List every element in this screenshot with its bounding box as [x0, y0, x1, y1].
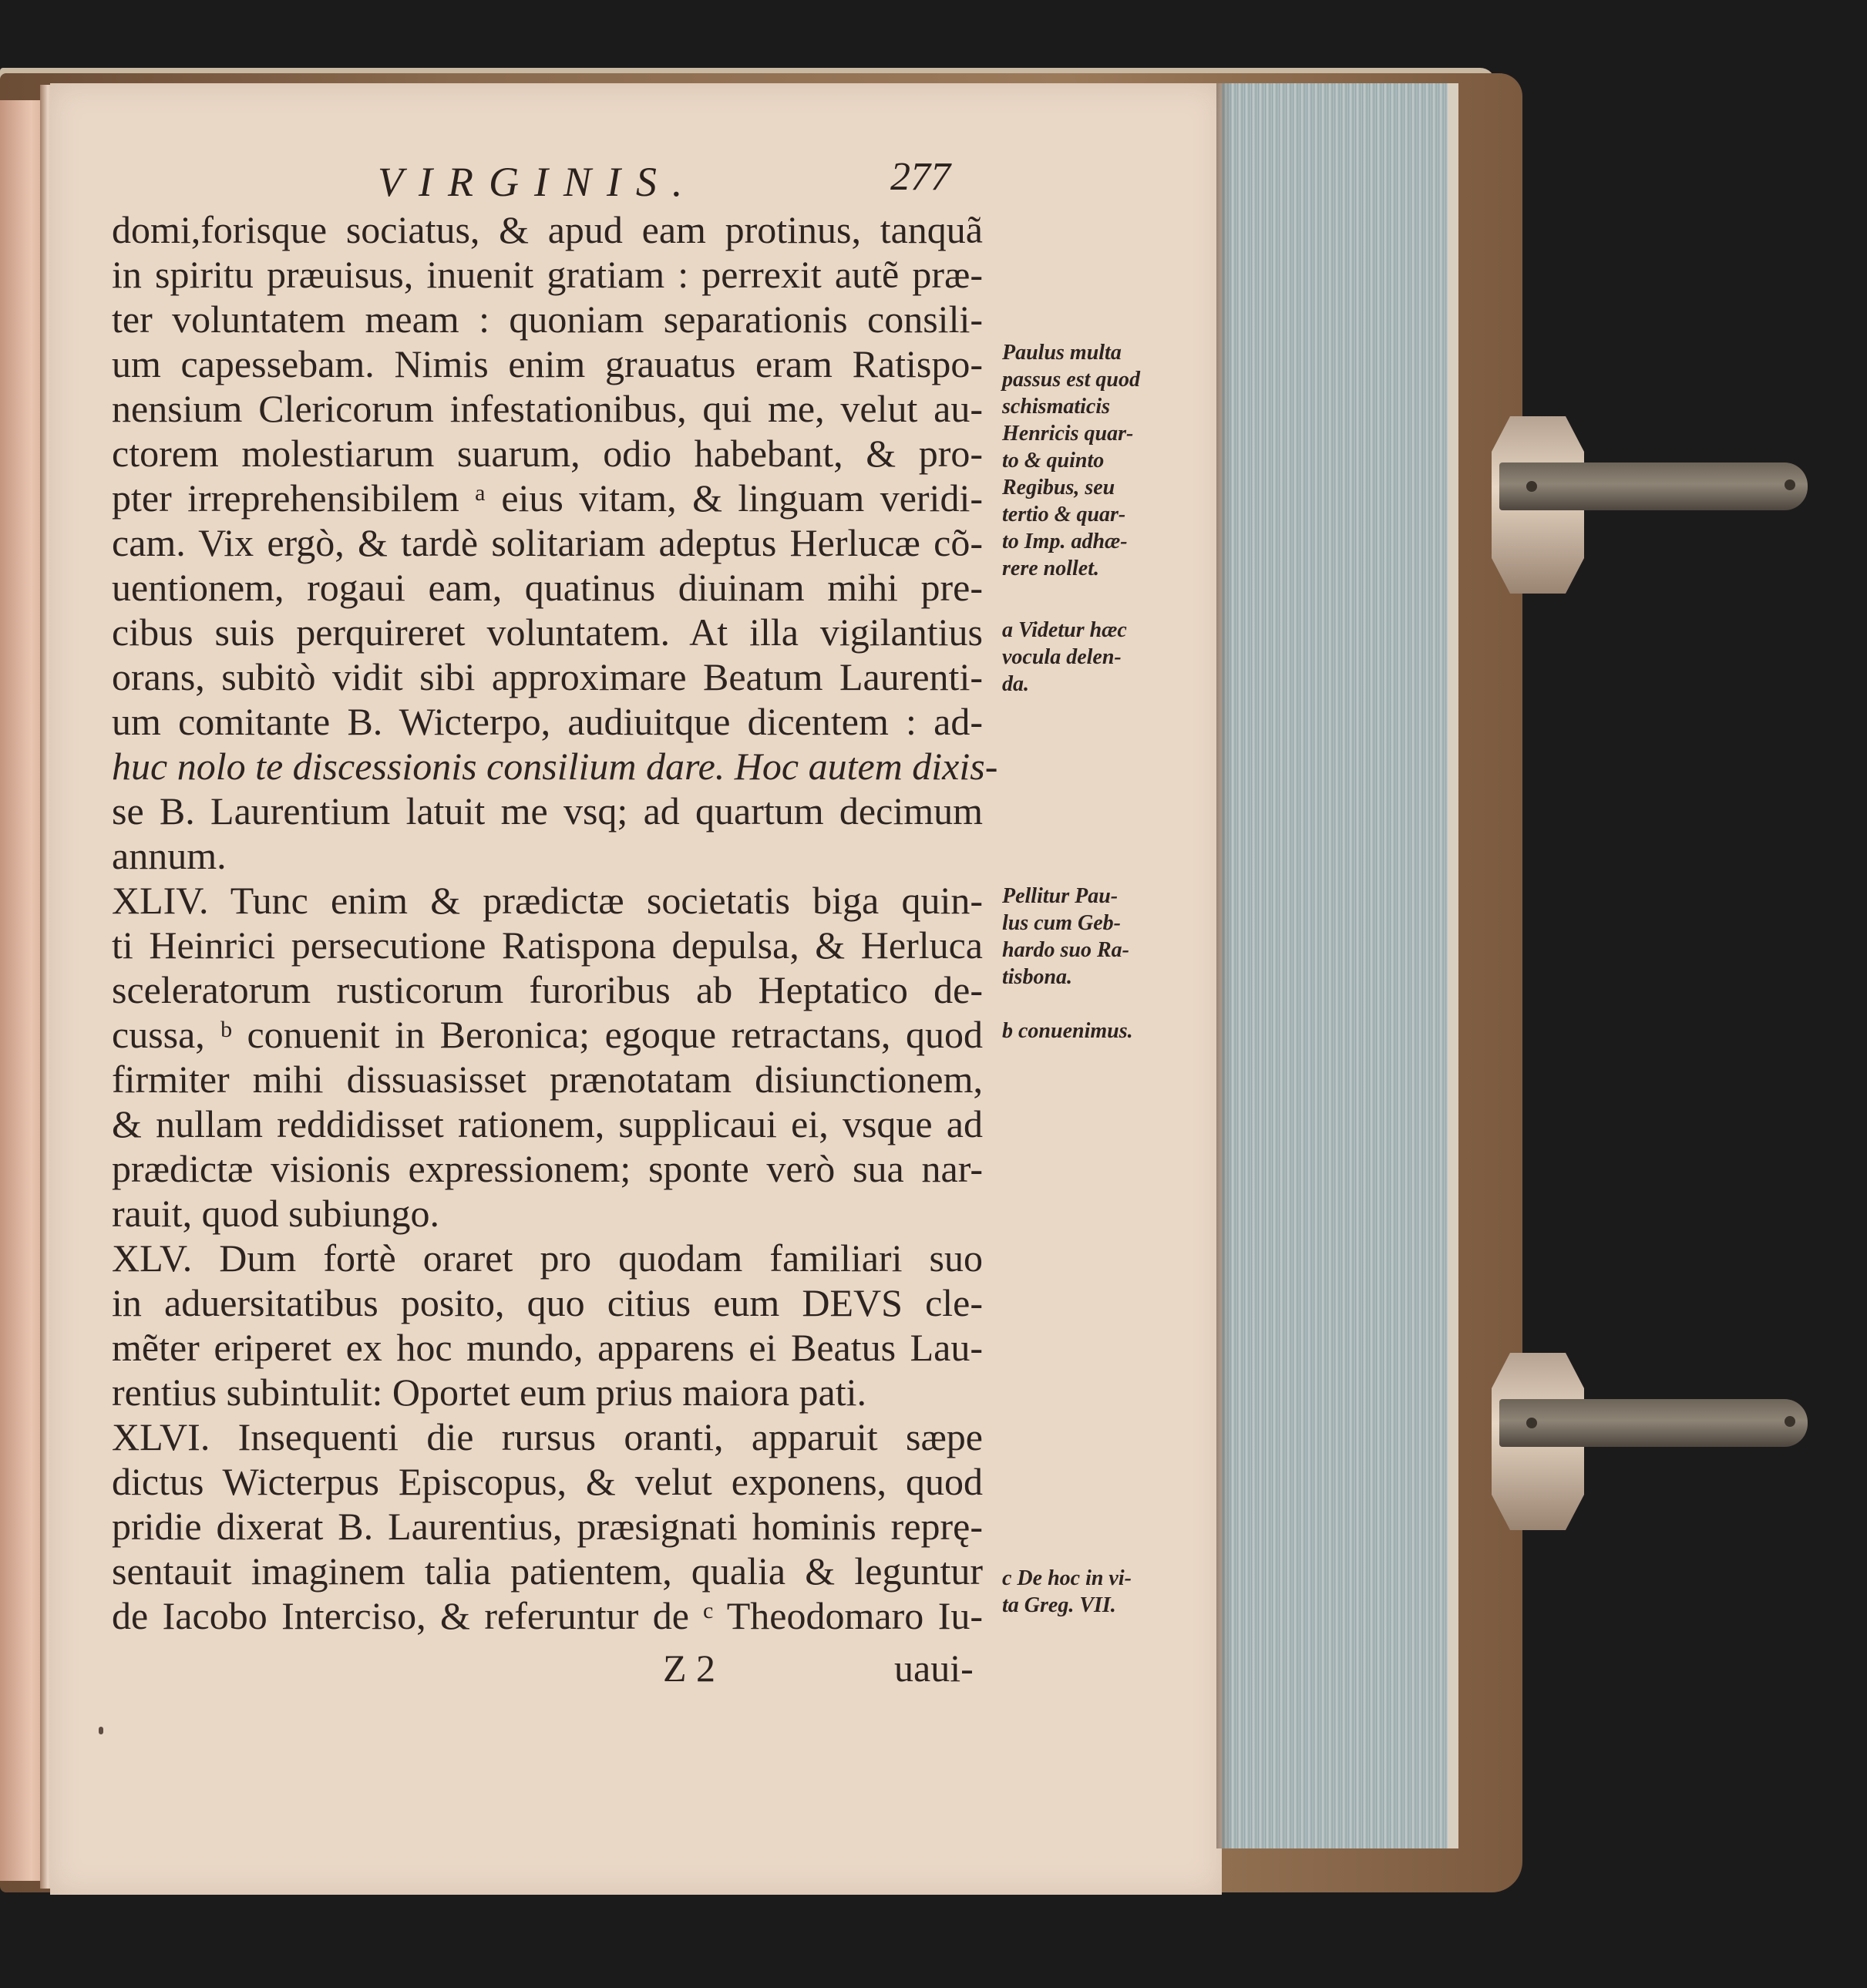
text-line: um capessebam. Nimis enim grauatus eram Ratispo-	[112, 342, 983, 385]
lower-clasp-end-rivet	[1785, 1416, 1795, 1427]
running-head: VIRGINIS.	[378, 159, 698, 205]
margin-note-line: to Imp. adhæ-	[1002, 530, 1128, 553]
text-line: XLV. Dum fortè oraret pro quodam familiari suo	[112, 1236, 983, 1280]
text-line: orans, subitò vidit sibi approximare Beatum Laurenti-	[112, 655, 983, 698]
margin-note-line: passus est quod	[1002, 368, 1140, 392]
margin-note-line: a Videtur hæc	[1002, 618, 1127, 642]
text-line: nensium Clericorum infestationibus, qui me, velut au-	[112, 387, 983, 430]
text-line: ctorem molestiarum suarum, odio habebant, & pro-	[112, 432, 983, 475]
text-line: rentius subintulit: Oportet eum prius maiora pati.	[112, 1371, 867, 1414]
text-line: in spiritu præuisus, inuenit gratiam : perrexit autẽ præ-	[112, 253, 983, 296]
upper-clasp	[1492, 416, 1815, 516]
text-line: in aduersitatibus posito, quo citius eum DEVS cle-	[112, 1281, 983, 1324]
fore-edge-shadow	[1216, 83, 1232, 1848]
text-line: ti Heinrici persecutione Ratispona depulsa, & Herluca	[112, 923, 983, 967]
text-line: XLVI. Insequenti die rursus oranti, apparuit sæpe	[112, 1415, 983, 1458]
lower-clasp	[1492, 1353, 1815, 1453]
margin-note-line: vocula delen-	[1002, 645, 1122, 669]
text-line: cussa, ᵇ conuenit in Beronica; egoque retractans, quod	[112, 1013, 983, 1056]
page-number: 277	[890, 155, 950, 199]
lower-clasp-strap	[1499, 1399, 1808, 1447]
text-line: sentauit imaginem talia patientem, qualia & leguntur	[112, 1549, 983, 1593]
margin-note-line: tertio & quar-	[1002, 503, 1126, 526]
margin-note	[1002, 883, 1129, 991]
text-line: uentionem, rogaui eam, quatinus diuinam mihi pre-	[112, 566, 983, 609]
margin-note-line: c De hoc in vi-	[1002, 1566, 1132, 1590]
text-line: domi,forisque sociatus, & apud eam protinus, tanquã	[112, 208, 983, 251]
margin-note-line: rere nollet.	[1002, 557, 1099, 580]
margin-note	[1002, 617, 1127, 698]
text-line: cibus suis perquireret voluntatem. At illa vigilantius	[112, 611, 983, 654]
margin-note	[1002, 1565, 1132, 1619]
catchword: uaui-	[894, 1647, 974, 1690]
margin-note-line: schismaticis	[1002, 395, 1111, 419]
lower-clasp-rivet	[1526, 1418, 1537, 1428]
signature-mark: Z 2	[663, 1647, 716, 1690]
margin-note	[1002, 1018, 1133, 1044]
text-line: pter irreprehensibilem ᵃ eius vitam, & linguam veridi-	[112, 476, 983, 520]
margin-note-line: da.	[1002, 672, 1029, 696]
paper-speck	[99, 1727, 103, 1734]
text-line: de Iacobo Interciso, & referuntur de ᶜ Theodomaro Iu-	[112, 1594, 983, 1637]
text-line: annum.	[112, 834, 227, 877]
text-line: & nullam reddidisset rationem, supplicaui ei, vsque ad	[112, 1102, 983, 1145]
upper-clasp-end-rivet	[1785, 479, 1795, 490]
left-page-strip	[0, 100, 45, 1881]
text-line: mẽter eriperet ex hoc mundo, apparens ei Beatus Lau-	[112, 1326, 983, 1369]
margin-note-line: Paulus multa	[1002, 341, 1122, 365]
margin-note-line: lus cum Geb-	[1002, 911, 1121, 935]
text-line: pridie dixerat B. Laurentius, præsignati hominis reprę-	[112, 1505, 983, 1548]
upper-clasp-strap	[1499, 463, 1808, 510]
text-line: cam. Vix ergò, & tardè solitariam adeptus Herlucæ cõ-	[112, 521, 983, 564]
margin-note-line: tisbona.	[1002, 965, 1073, 989]
page-block-fore-edge	[1216, 83, 1458, 1848]
margin-note-line: hardo suo Ra-	[1002, 938, 1129, 962]
text-line: firmiter mihi dissuasisset prænotatam disiunctionem,	[112, 1058, 983, 1101]
margin-note-line: to & quinto	[1002, 449, 1105, 473]
margin-note-line: Henricis quar-	[1002, 422, 1134, 446]
margin-note-line: Regibus, seu	[1002, 476, 1115, 500]
text-line: prædictæ visionis expressionem; sponte verò sua nar-	[112, 1147, 983, 1190]
text-line: rauit, quod subiungo.	[112, 1192, 439, 1235]
text-line: se B. Laurentium latuit me vsq; ad quartum decimum	[112, 789, 983, 833]
text-line: dictus Wicterpus Episcopus, & velut exponens, quod	[112, 1460, 983, 1503]
margin-note-line: Pellitur Pau-	[1002, 884, 1119, 908]
margin-note-line: b conuenimus.	[1002, 1019, 1133, 1043]
margin-note	[1002, 339, 1140, 582]
text-line: um comitante B. Wicterpo, audiuitque dicentem : ad-	[112, 700, 983, 743]
text-line: huc nolo te discessionis consilium dare. Hoc autem dixis-	[112, 745, 998, 788]
text-line: sceleratorum rusticorum furoribus ab Heptatico de-	[112, 968, 983, 1011]
text-line: XLIV. Tunc enim & prædictæ societatis biga quin-	[112, 879, 983, 922]
margin-note-line: ta Greg. VII.	[1002, 1593, 1116, 1617]
upper-clasp-rivet	[1526, 481, 1537, 492]
text-line: ter voluntatem meam : quoniam separationis consili-	[112, 298, 983, 341]
